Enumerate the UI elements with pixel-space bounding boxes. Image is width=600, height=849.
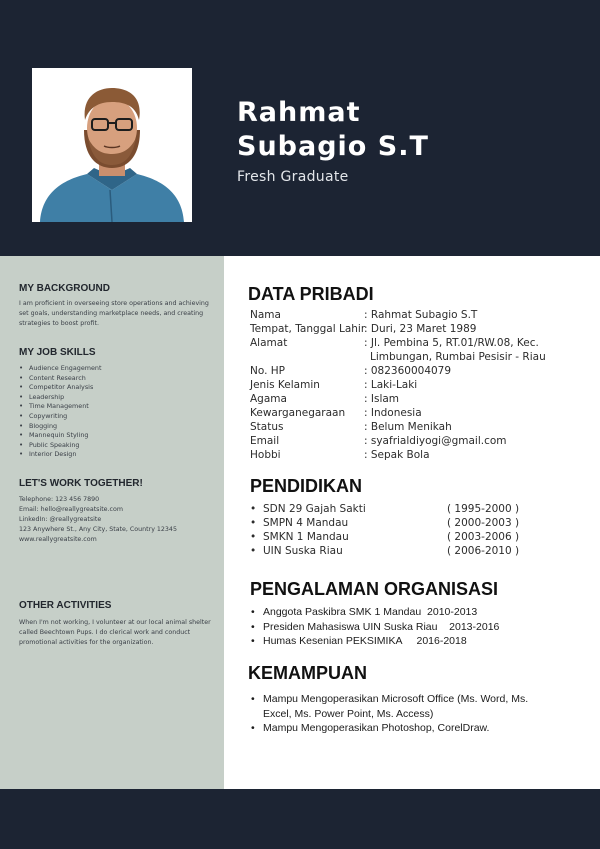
pendidikan-heading: PENDIDIKAN	[250, 476, 363, 496]
name-line-2: Subagio S.T	[237, 131, 429, 162]
school-years: ( 1995-2000 )	[447, 503, 520, 515]
row-label: Jenis Kelamin	[250, 379, 320, 391]
ability-item: • Mampu Mengoperasikan Microsoft Office (Ms. Word, Ms. Excel, Ms. Power Point, Ms. Access)	[250, 692, 555, 721]
row-value-continuation: Limbungan, Rumbai Pesisir - Riau	[370, 351, 546, 363]
row-label: Agama	[250, 393, 287, 405]
organization-item: • Humas Kesenian PEKSIMIKA 2016-2018	[250, 634, 499, 649]
row-value: : Laki-Laki	[364, 379, 418, 391]
bullet-icon: •	[250, 517, 257, 529]
contact-email[interactable]: Email: hello@reallygreatsite.com	[19, 506, 123, 513]
school-name: UIN Suska Riau	[263, 545, 343, 557]
organisasi-heading: PENGALAMAN ORGANISASI	[250, 579, 499, 599]
bullet-icon: •	[250, 531, 257, 543]
skills-list	[19, 364, 101, 460]
skill-item: • Copywriting	[19, 412, 101, 422]
row-value: : Indonesia	[364, 407, 422, 419]
school-years: ( 2000-2003 )	[447, 517, 520, 529]
row-label: Status	[250, 421, 284, 433]
organization-item: • Presiden Mahasiswa UIN Suska Riau 2013-2016	[250, 620, 499, 635]
school-name: SDN 29 Gajah Sakti	[263, 503, 366, 515]
skill-item: • Time Management	[19, 402, 101, 412]
organization-item: • Anggota Paskibra SMK 1 Mandau 2010-2013	[250, 605, 499, 620]
row-value: : Islam	[364, 393, 400, 405]
name-line-1: Rahmat	[237, 97, 361, 128]
education-item	[250, 516, 540, 530]
row-value: : syafrialdiyogi@gmail.com	[364, 435, 507, 447]
activities-text: When I'm not working, I volunteer at our local animal shelter called Beechtown Pups. I do clerical work and conduct promotional activities for the organization.	[19, 619, 211, 646]
school-name: SMPN 4 Mandau	[263, 517, 349, 529]
skill-item: • Content Research	[19, 374, 101, 384]
activities-heading: OTHER ACTIVITIES	[19, 600, 112, 611]
skill-item: • Mannequin Styling	[19, 431, 101, 441]
row-value: : Sepak Bola	[364, 449, 430, 461]
contact-heading: LET'S WORK TOGETHER!	[19, 478, 143, 489]
ability-item: • Mampu Mengoperasikan Photoshop, CorelDraw.	[250, 721, 555, 736]
background-text: I am proficient in overseeing store operations and achieving set goals, understanding marketplace needs, and creating strategies to boost profit.	[19, 300, 209, 327]
job-title: Fresh Graduate	[237, 169, 349, 185]
row-label: Alamat	[250, 337, 288, 349]
row-label: Hobbi	[250, 449, 281, 461]
background-heading: MY BACKGROUND	[19, 283, 110, 294]
kemampuan-heading: KEMAMPUAN	[248, 663, 367, 683]
skill-item: • Public Speaking	[19, 441, 101, 451]
education-item	[250, 544, 540, 558]
school-years: ( 2006-2010 )	[447, 545, 520, 557]
bullet-icon: •	[250, 545, 257, 557]
row-label: Kewarganegaraan	[250, 407, 346, 419]
skill-item: • Leadership	[19, 393, 101, 403]
row-value: : Rahmat Subagio S.T	[364, 309, 478, 321]
data-pribadi-heading: DATA PRIBADI	[248, 284, 374, 304]
skill-item: • Blogging	[19, 422, 101, 432]
skill-item: • Interior Design	[19, 450, 101, 460]
skills-heading: MY JOB SKILLS	[19, 347, 96, 358]
skills-abilities-list	[250, 692, 555, 736]
school-years: ( 2003-2006 )	[447, 531, 520, 543]
full-name	[237, 96, 429, 164]
row-label: Tempat, Tanggal Lahir	[250, 323, 366, 335]
skill-item: • Competitor Analysis	[19, 383, 101, 393]
contact-address: 123 Anywhere St., Any City, State, Country 12345	[19, 526, 177, 533]
footer-band	[0, 789, 600, 849]
profile-photo	[32, 68, 192, 222]
school-name: SMKN 1 Mandau	[263, 531, 349, 543]
row-value: : 082360004079	[364, 365, 452, 377]
organization-list	[250, 605, 499, 649]
header-banner	[0, 0, 600, 256]
row-value: : Jl. Pembina 5, RT.01/RW.08, Kec.	[364, 337, 539, 349]
education-item	[250, 530, 540, 544]
row-value-multiline	[364, 336, 546, 364]
bullet-icon: •	[250, 503, 257, 515]
row-label: No. HP	[250, 365, 285, 377]
row-value: : Belum Menikah	[364, 421, 452, 433]
education-item	[250, 502, 540, 516]
row-label: Nama	[250, 309, 281, 321]
skill-item: • Audience Engagement	[19, 364, 101, 374]
contact-block	[19, 495, 219, 545]
row-value: : Duri, 23 Maret 1989	[364, 323, 477, 335]
row-label: Email	[250, 435, 280, 447]
contact-telephone: Telephone: 123 456 7890	[19, 496, 100, 503]
contact-linkedin[interactable]: LinkedIn: @reallygreatsite	[19, 516, 102, 523]
person-portrait-icon	[32, 68, 192, 222]
education-list	[250, 502, 540, 558]
contact-website[interactable]: www.reallygreatsite.com	[19, 536, 97, 543]
